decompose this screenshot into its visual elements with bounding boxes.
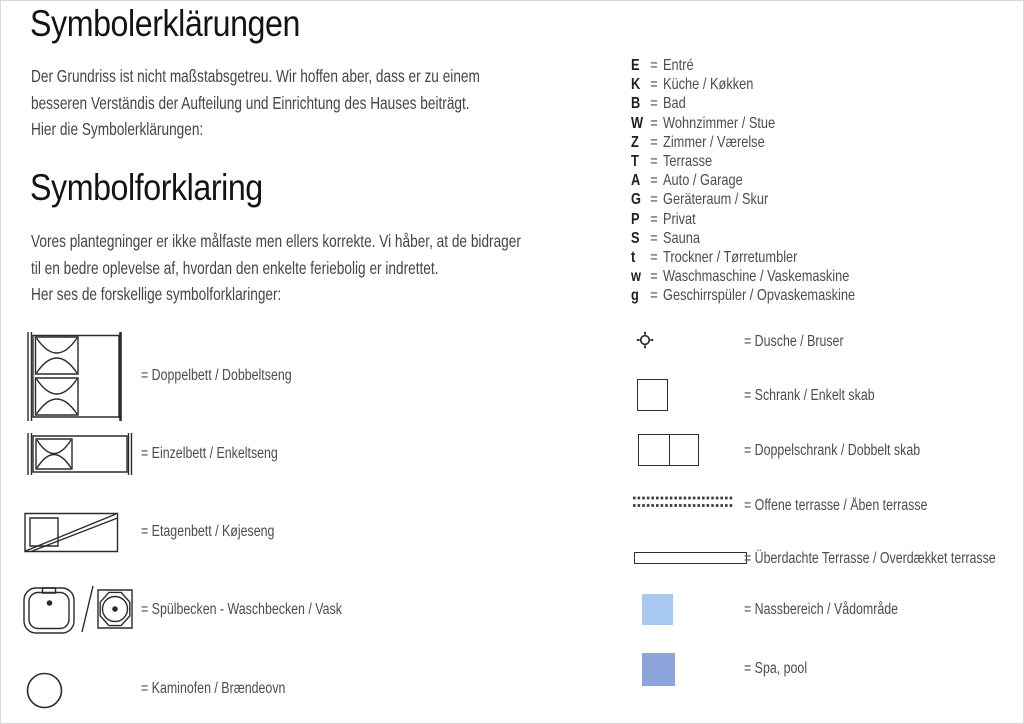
abbreviation-letter: P [631,210,640,228]
abbreviation-label: Entré [663,57,694,74]
abbreviation-row [631,134,967,153]
paragraph-line: til en bedre oplevelse af, hvordan den enkelte feriebolig er indrettet. [31,257,439,278]
abbreviation-row [631,95,967,114]
abbreviation-legend [631,57,1024,306]
abbreviation-row [631,268,967,287]
equals-sign: = [650,76,658,94]
intro-paragraph-danish [31,228,521,308]
abbreviation-letter: K [631,76,641,94]
abbreviation-letter: G [631,191,641,209]
abbreviation-row [631,211,967,230]
equals-sign: = [650,248,658,266]
abbreviation-label: Geschirrspüler / Opvaskemaskine [663,287,856,305]
double-bed-icon [26,332,123,421]
wardrobe-divider [669,435,670,465]
abbreviation-letter: A [631,172,641,190]
symbol-label: = Nassbereich / Vådområde [744,601,899,618]
abbreviation-label: Privat [663,210,696,228]
equals-sign: = [650,172,658,190]
paragraph-line: Vores plantegninger er ikke målfaste men ellers korrekte. Vi håber, at de bidrager [31,231,521,251]
abbreviation-row [631,191,967,210]
symbol-label: = Spa, pool [744,660,808,677]
equals-sign: = [650,95,658,113]
equals-sign: = [650,133,658,151]
abbreviation-letter: T [631,152,639,170]
wet-area-swatch [642,594,673,625]
paragraph-line: Hier die Symbolerklärungen: [31,119,204,139]
spa-pool-swatch [642,653,675,686]
symbol-label: = Dusche / Bruser [744,333,844,350]
abbreviation-row [631,57,967,76]
abbreviation-label: Terrasse [663,152,713,170]
wood-stove-icon [26,672,63,709]
open-terrace-icon [632,495,734,509]
abbreviation-letter: W [631,114,644,132]
abbreviation-row [631,287,967,306]
abbreviation-row [631,230,967,249]
abbreviation-letter: g [631,287,639,305]
abbreviation-row [631,172,967,191]
bunk-bed-icon [24,512,119,553]
abbreviation-row [631,76,967,95]
abbreviation-label: Waschmaschine / Vaskemaskine [663,268,850,286]
abbreviation-label: Geräteraum / Skur [663,191,769,209]
wardrobe-icon [637,379,668,411]
single-bed-icon [26,433,133,475]
abbreviation-letter: t [631,248,636,266]
abbreviation-label: Zimmer / Værelse [663,133,765,151]
abbreviation-row [631,153,967,172]
abbreviation-label: Auto / Garage [663,172,743,190]
symbol-label: = Einzelbett / Enkeltseng [141,445,278,462]
symbol-label: = Offene terrasse / Åben terrasse [744,497,928,514]
paragraph-line: Der Grundriss ist nicht maßstabsgetreu. Wir hoffen aber, dass er zu einem [31,66,480,86]
symbol-label: = Doppelbett / Dobbeltseng [141,367,292,384]
abbreviation-letter: S [631,229,640,247]
paragraph-line: besseren Verständis der Aufteilung und Einrichtung des Hauses beiträgt. [31,92,470,113]
abbreviation-label: Küche / Køkken [663,76,754,94]
paragraph-line: Her ses de forskellige symbolforklaringer: [31,284,282,304]
abbreviation-letter: E [631,57,640,74]
abbreviation-letter: Z [631,133,639,151]
equals-sign: = [650,210,658,228]
equals-sign: = [650,229,658,247]
equals-sign: = [650,287,658,305]
sink-washbasin-icon [23,583,133,635]
equals-sign: = [650,114,658,132]
abbreviation-row [631,249,967,268]
equals-sign: = [650,152,658,170]
abbreviation-letter: B [631,95,641,113]
intro-paragraph-german [31,63,480,143]
symbol-label: = Schrank / Enkelt skab [744,387,875,404]
symbol-label: = Etagenbett / Køjeseng [141,523,275,540]
abbreviation-label: Trockner / Tørretumbler [663,248,798,266]
symbol-label: = Kaminofen / Brændeovn [141,680,286,697]
abbreviation-label: Bad [663,95,686,113]
equals-sign: = [650,191,658,209]
equals-sign: = [650,57,658,74]
equals-sign: = [650,268,658,286]
double-wardrobe-icon [638,434,699,466]
shower-icon [636,331,654,349]
abbreviation-label: Sauna [663,229,701,247]
abbreviation-row [631,115,967,134]
page-title-german: Symbolerklärungen [30,3,300,44]
symbol-label: = Doppelschrank / Dobbelt skab [744,442,921,459]
symbol-label: = Überdachte Terrasse / Overdækket terrasse [744,550,996,567]
abbreviation-letter: w [631,268,641,286]
abbreviation-label: Wohnzimmer / Stue [663,114,776,132]
page-title-danish: Symbolforklaring [30,167,263,208]
covered-terrace-icon [634,552,747,564]
symbol-label: = Spülbecken - Waschbecken / Vask [141,601,342,618]
